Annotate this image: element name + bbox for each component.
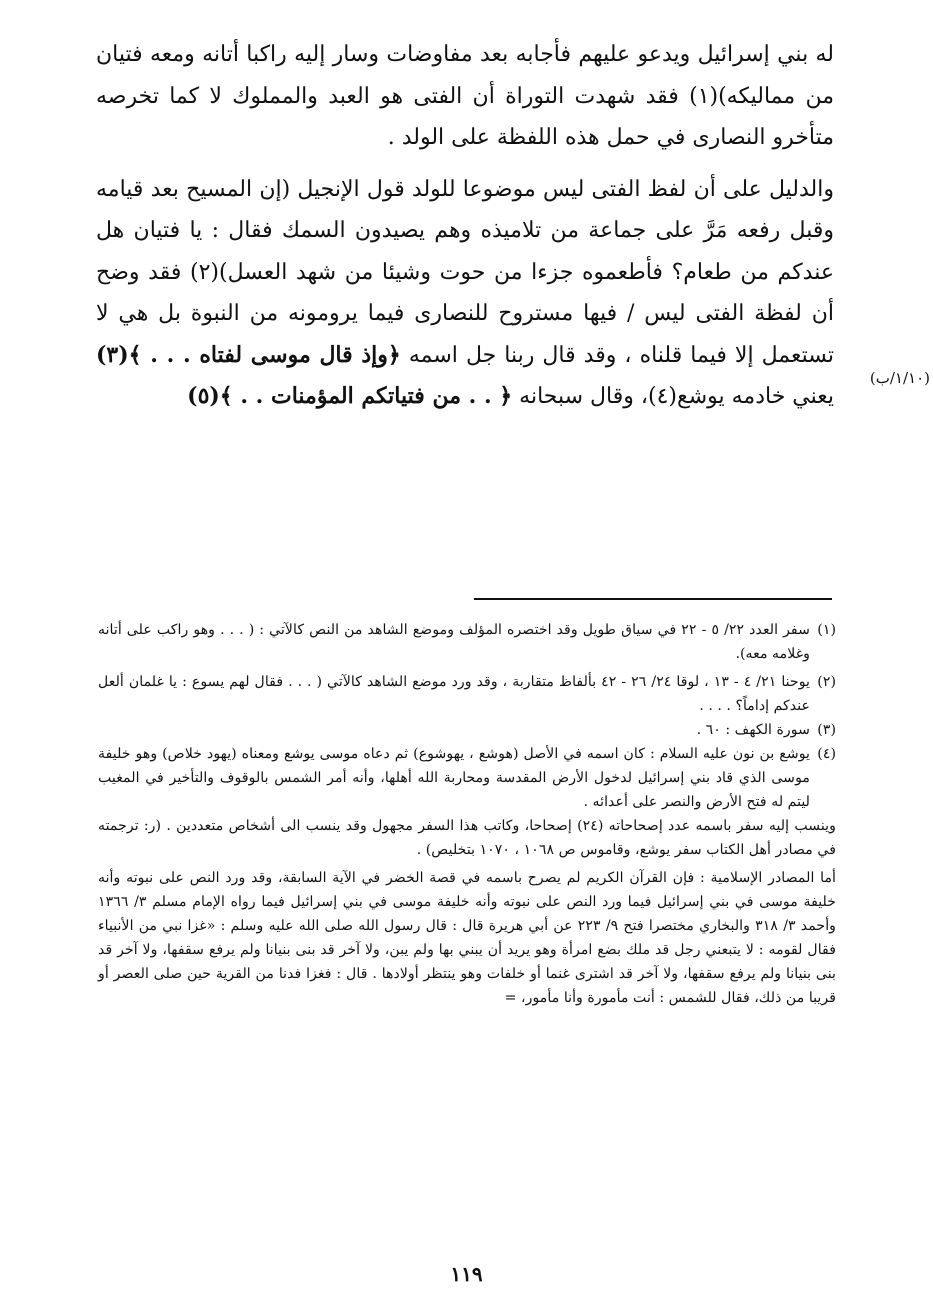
footnote-1 (98, 618, 836, 666)
footnote-3 (98, 718, 836, 742)
footnote-number: (١) (817, 622, 836, 638)
manuscript-folio-marker: (١/١٠/ب) (869, 369, 930, 387)
footnote-number: (٣) (817, 722, 836, 738)
footnote-separator (474, 598, 832, 600)
footnote-number: (٤) (817, 746, 836, 762)
footnote-text: يوشع بن نون عليه السلام : كان اسمه في الأصل (هوشع ، يهوشوع) ثم دعاه موسى يوشع ومعناه (يهود خلاص) وهو خليفة موسى الذي قاد بني إسرائيل لدخول الأرض المقدسة ومحاربة الله أهلها، وأنه أمر الشمس بالوقوف والتأخير في المغيب ليتم له فتح الأرض والنصر على أعدائه . (98, 746, 810, 810)
main-text (96, 34, 834, 418)
footnote-2 (98, 670, 836, 718)
quote-1-commentary: يعني خادمه يوشع(٤)، وقال سبحانه (519, 384, 834, 409)
footnote-number: (٢) (817, 674, 836, 690)
footnote-4-continuation: وينسب إليه سفر باسمه عدد إصحاحاته (٢٤) إصحاحا، وكاتب هذا السفر مجهول وقد ينسب الى أشخاص متعددين . (ر: ترجمته في مصادر أهل الكتاب سفر يوشع، وقاموس ص ١٠٦٨ ، ١٠٧٠ بتخليص) . (98, 818, 836, 858)
footnote-text: سفر العدد ٢٢/ ٥ - ٢٢ في سياق طويل وقد اختصره المؤلف وموضع الشاهد من النص كالآتي : ( . . . وهو راكب على أتانه وغلامه معه). (98, 622, 810, 662)
footnote-4-islamic-sources: أما المصادر الإسلامية : فإن القرآن الكريم لم يصرح باسمه في قصة الخضر في الآية السابقة، وقد ورد النص على نبوته وأنه خليفة موسى في بني إسرائيل فيما ورد النص على نبوته وأنه خليفة موسى في بني إسرائيل فيما رواه الإمام مسلم ٣/ ١٣٦٦ وأحمد ٣/ ٣١٨ والبخاري مختصرا فتح ٩/ ٢٢٣ عن أبي هريرة قال : قال رسول الله صلى الله عليه وسلم : «غزا نبي من الأنبياء فقال لقومه : لا يتبعني رجل قد ملك بضع امرأة وهو يريد أن يبني بها ولم يبن، ولا آخر قد بنى بنيانا ولم يرفع سقفها، ولا آخر قد بنى بنيانا ولم يرفع سقفها، ولا آخر قد اشترى غنما أو خلفات وهو ينتظر أولادها . قال : فغزا فدنا من القرية حين صلى العصر أو قريبا من ذلك، فقال للشمس : أنت مأمورة وأنا مأمور، = (98, 870, 836, 1006)
footnote-text: يوحنا ٢١/ ٤ - ١٣ ، لوقا ٢٤/ ٢٦ - ٤٢ بألفاظ متقاربة ، وقد ورد موضع الشاهد كالآتي ( . . . فقال لهم يسوع : يا غلمان ألعل عندكم إداماً؟ . . . . (98, 674, 810, 714)
quran-quote-1: ﴿وإذ قال موسى لفتاه . . . ﴾(٣) (96, 341, 401, 368)
page-number: ١١٩ (450, 1262, 483, 1286)
paragraph-1: له بني إسرائيل ويدعو عليهم فأجابه بعد مفاوضات وسار إليه راكبا أتانه ومعه فتيان من مماليكه)(١) فقد شهدت التوراة أن الفتى هو العبد والمملوك لا كما تخرصه متأخرو النصارى في حمل هذه اللفظة على الولد . (96, 42, 834, 150)
footnote-4 (98, 742, 836, 814)
footnotes (98, 618, 836, 1010)
paragraph-2 (96, 169, 834, 418)
footnote-text: سورة الكهف : ٦٠ . (696, 722, 810, 738)
paragraph-2-body: والدليل على أن لفظ الفتى ليس موضوعا للولد قول الإنجيل (إن المسيح بعد قيامه وقبل رفعه مَرَّ على جماعة من تلاميذه وهم يصيدون السمك فقال : يا فتيان هل عندكم من طعام؟ فأطعموه جزءا من حوت وشيئا من شهد العسل)(٢) فقد وضح أن لفظة الفتى ليس / فيها مستروح للنصارى فيما يرومونه من النبوة بل هي لا تستعمل إلا فيما قلناه ، وقد قال ربنا جل اسمه (96, 176, 834, 368)
quran-quote-2: ﴿ . . من فتياتكم المؤمنات . . ﴾(٥) (187, 383, 513, 409)
